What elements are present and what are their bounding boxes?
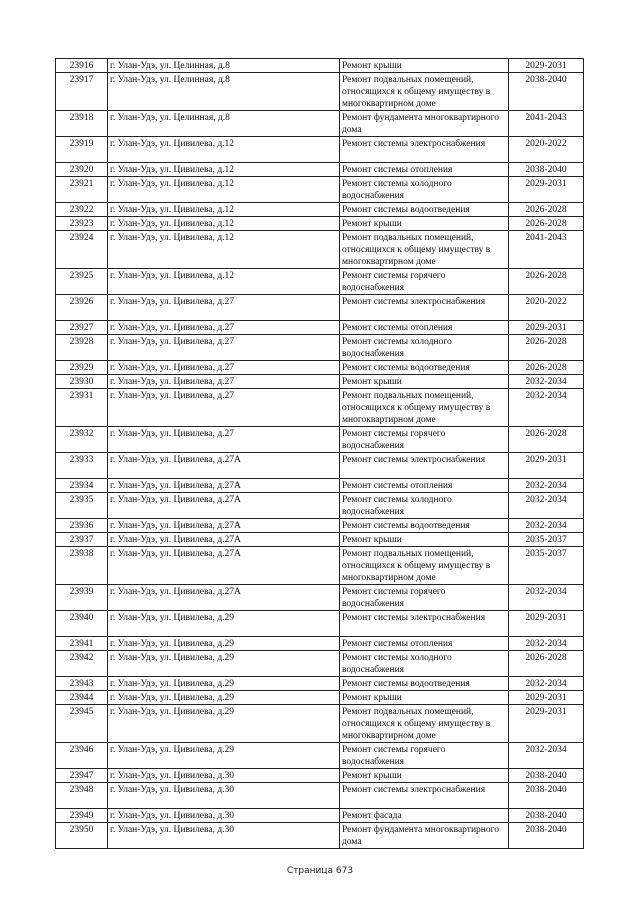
period-cell: 2041-2043 — [509, 111, 584, 137]
address-cell: г. Улан-Удэ, ул. Цивилева, д.29 — [108, 651, 340, 677]
work-type-cell: Ремонт крыши — [340, 691, 509, 705]
table-row — [56, 677, 584, 691]
table-row — [56, 809, 584, 823]
work-type-cell: Ремонт системы отопления — [340, 479, 509, 493]
period-cell: 2032-2034 — [509, 637, 584, 651]
period-cell: 2029-2031 — [509, 453, 584, 479]
table-row — [56, 691, 584, 705]
row-number-cell: 23948 — [56, 783, 108, 809]
work-type-cell: Ремонт системы холодного водоснабжения — [340, 177, 509, 203]
row-number-cell: 23942 — [56, 651, 108, 677]
work-type-cell: Ремонт системы электроснабжения — [340, 783, 509, 809]
period-cell: 2029-2031 — [509, 321, 584, 335]
work-type-cell: Ремонт крыши — [340, 59, 509, 73]
table-row — [56, 493, 584, 519]
work-type-cell: Ремонт системы электроснабжения — [340, 611, 509, 637]
table-row — [56, 823, 584, 849]
table-row — [56, 269, 584, 295]
address-cell: г. Улан-Удэ, ул. Цивилева, д.27 — [108, 427, 340, 453]
work-type-cell: Ремонт системы отопления — [340, 321, 509, 335]
address-cell: г. Улан-Удэ, ул. Цивилева, д.29 — [108, 743, 340, 769]
address-cell: г. Улан-Удэ, ул. Цивилева, д.12 — [108, 203, 340, 217]
row-number-cell: 23933 — [56, 453, 108, 479]
row-number-cell: 23918 — [56, 111, 108, 137]
table-row — [56, 335, 584, 361]
table-row — [56, 295, 584, 321]
address-cell: г. Улан-Удэ, ул. Цивилева, д.30 — [108, 769, 340, 783]
table-row — [56, 533, 584, 547]
address-cell: г. Улан-Удэ, ул. Цивилева, д.12 — [108, 177, 340, 203]
table-row — [56, 375, 584, 389]
address-cell: г. Улан-Удэ, ул. Цивилева, д.29 — [108, 677, 340, 691]
address-cell: г. Улан-Удэ, ул. Цивилева, д.27А — [108, 533, 340, 547]
row-number-cell: 23935 — [56, 493, 108, 519]
table-row — [56, 427, 584, 453]
row-number-cell: 23950 — [56, 823, 108, 849]
table-row — [56, 585, 584, 611]
address-cell: г. Улан-Удэ, ул. Цивилева, д.27 — [108, 389, 340, 427]
period-cell: 2029-2031 — [509, 705, 584, 743]
work-type-cell: Ремонт фундамента многоквартирного дома — [340, 823, 509, 849]
row-number-cell: 23921 — [56, 177, 108, 203]
period-cell: 2029-2031 — [509, 691, 584, 705]
row-number-cell: 23923 — [56, 217, 108, 231]
row-number-cell: 23916 — [56, 59, 108, 73]
period-cell: 2038-2040 — [509, 809, 584, 823]
row-number-cell: 23943 — [56, 677, 108, 691]
row-number-cell: 23930 — [56, 375, 108, 389]
work-type-cell: Ремонт системы горячего водоснабжения — [340, 585, 509, 611]
table-row — [56, 637, 584, 651]
period-cell: 2026-2028 — [509, 203, 584, 217]
row-number-cell: 23922 — [56, 203, 108, 217]
address-cell: г. Улан-Удэ, ул. Цивилева, д.30 — [108, 823, 340, 849]
work-type-cell: Ремонт системы холодного водоснабжения — [340, 335, 509, 361]
period-cell: 2032-2034 — [509, 585, 584, 611]
period-cell: 2032-2034 — [509, 493, 584, 519]
table-row — [56, 453, 584, 479]
period-cell: 2032-2034 — [509, 375, 584, 389]
table-row — [56, 203, 584, 217]
row-number-cell: 23949 — [56, 809, 108, 823]
table-row — [56, 111, 584, 137]
work-type-cell: Ремонт подвальных помещений, относящихся к общему имуществу в многоквартирном доме — [340, 705, 509, 743]
address-cell: г. Улан-Удэ, ул. Цивилева, д.29 — [108, 637, 340, 651]
table-row — [56, 73, 584, 111]
address-cell: г. Улан-Удэ, ул. Цивилева, д.27А — [108, 585, 340, 611]
work-type-cell: Ремонт системы электроснабжения — [340, 137, 509, 163]
address-cell: г. Улан-Удэ, ул. Цивилева, д.27А — [108, 547, 340, 585]
period-cell: 2020-2022 — [509, 137, 584, 163]
period-cell: 2026-2028 — [509, 361, 584, 375]
address-cell: г. Улан-Удэ, ул. Цивилева, д.27А — [108, 493, 340, 519]
table-row — [56, 547, 584, 585]
address-cell: г. Улан-Удэ, ул. Цивилева, д.12 — [108, 217, 340, 231]
row-number-cell: 23941 — [56, 637, 108, 651]
address-cell: г. Улан-Удэ, ул. Цивилева, д.30 — [108, 809, 340, 823]
row-number-cell: 23932 — [56, 427, 108, 453]
period-cell: 2026-2028 — [509, 335, 584, 361]
address-cell: г. Улан-Удэ, ул. Цивилева, д.12 — [108, 163, 340, 177]
period-cell: 2029-2031 — [509, 177, 584, 203]
table-row — [56, 389, 584, 427]
work-type-cell: Ремонт системы водоотведения — [340, 677, 509, 691]
address-cell: г. Улан-Удэ, ул. Целинная, д.8 — [108, 111, 340, 137]
work-type-cell: Ремонт системы холодного водоснабжения — [340, 651, 509, 677]
row-number-cell: 23917 — [56, 73, 108, 111]
work-type-cell: Ремонт крыши — [340, 533, 509, 547]
table-row — [56, 177, 584, 203]
address-cell: г. Улан-Удэ, ул. Цивилева, д.12 — [108, 231, 340, 269]
work-type-cell: Ремонт системы водоотведения — [340, 361, 509, 375]
table-row — [56, 705, 584, 743]
address-cell: г. Улан-Удэ, ул. Цивилева, д.12 — [108, 137, 340, 163]
address-cell: г. Улан-Удэ, ул. Цивилева, д.27 — [108, 375, 340, 389]
period-cell: 2038-2040 — [509, 163, 584, 177]
work-type-cell: Ремонт системы водоотведения — [340, 203, 509, 217]
work-type-cell: Ремонт подвальных помещений, относящихся к общему имуществу в многоквартирном доме — [340, 231, 509, 269]
page-number: Страница 673 — [286, 866, 354, 876]
work-type-cell: Ремонт крыши — [340, 769, 509, 783]
row-number-cell: 23937 — [56, 533, 108, 547]
period-cell: 2032-2034 — [509, 479, 584, 493]
work-type-cell: Ремонт подвальных помещений, относящихся к общему имуществу в многоквартирном доме — [340, 389, 509, 427]
period-cell: 2038-2040 — [509, 73, 584, 111]
table-row — [56, 361, 584, 375]
row-number-cell: 23926 — [56, 295, 108, 321]
table-row — [56, 743, 584, 769]
table-row — [56, 137, 584, 163]
row-number-cell: 23920 — [56, 163, 108, 177]
repair-schedule-table — [55, 58, 584, 849]
address-cell: г. Улан-Удэ, ул. Цивилева, д.27А — [108, 453, 340, 479]
period-cell: 2026-2028 — [509, 217, 584, 231]
address-cell: г. Улан-Удэ, ул. Цивилева, д.27 — [108, 335, 340, 361]
table-row — [56, 519, 584, 533]
period-cell: 2032-2034 — [509, 519, 584, 533]
row-number-cell: 23928 — [56, 335, 108, 361]
row-number-cell: 23936 — [56, 519, 108, 533]
work-type-cell: Ремонт системы горячего водоснабжения — [340, 269, 509, 295]
table-row — [56, 651, 584, 677]
row-number-cell: 23919 — [56, 137, 108, 163]
work-type-cell: Ремонт системы горячего водоснабжения — [340, 743, 509, 769]
table-row — [56, 163, 584, 177]
work-type-cell: Ремонт системы холодного водоснабжения — [340, 493, 509, 519]
period-cell: 2035-2037 — [509, 533, 584, 547]
address-cell: г. Улан-Удэ, ул. Целинная, д.8 — [108, 59, 340, 73]
period-cell: 2026-2028 — [509, 269, 584, 295]
address-cell: г. Улан-Удэ, ул. Цивилева, д.12 — [108, 269, 340, 295]
period-cell: 2041-2043 — [509, 231, 584, 269]
address-cell: г. Улан-Удэ, ул. Цивилева, д.27 — [108, 321, 340, 335]
row-number-cell: 23924 — [56, 231, 108, 269]
table-body — [56, 59, 584, 849]
address-cell: г. Улан-Удэ, ул. Цивилева, д.27 — [108, 295, 340, 321]
period-cell: 2038-2040 — [509, 823, 584, 849]
period-cell: 2038-2040 — [509, 783, 584, 809]
row-number-cell: 23940 — [56, 611, 108, 637]
work-type-cell: Ремонт фундамента многоквартирного дома — [340, 111, 509, 137]
address-cell: г. Улан-Удэ, ул. Цивилева, д.27А — [108, 479, 340, 493]
row-number-cell: 23938 — [56, 547, 108, 585]
address-cell: г. Улан-Удэ, ул. Цивилева, д.27 — [108, 361, 340, 375]
table-row — [56, 217, 584, 231]
table-row — [56, 769, 584, 783]
period-cell: 2020-2022 — [509, 295, 584, 321]
period-cell: 2032-2034 — [509, 743, 584, 769]
address-cell: г. Улан-Удэ, ул. Целинная, д.8 — [108, 73, 340, 111]
work-type-cell: Ремонт системы водоотведения — [340, 519, 509, 533]
work-type-cell: Ремонт системы горячего водоснабжения — [340, 427, 509, 453]
row-number-cell: 23947 — [56, 769, 108, 783]
row-number-cell: 23934 — [56, 479, 108, 493]
row-number-cell: 23946 — [56, 743, 108, 769]
work-type-cell: Ремонт подвальных помещений, относящихся к общему имуществу в многоквартирном доме — [340, 547, 509, 585]
work-type-cell: Ремонт фасада — [340, 809, 509, 823]
work-type-cell: Ремонт подвальных помещений, относящихся к общему имуществу в многоквартирном доме — [340, 73, 509, 111]
period-cell: 2026-2028 — [509, 651, 584, 677]
table-row — [56, 783, 584, 809]
address-cell: г. Улан-Удэ, ул. Цивилева, д.27А — [108, 519, 340, 533]
work-type-cell: Ремонт крыши — [340, 217, 509, 231]
address-cell: г. Улан-Удэ, ул. Цивилева, д.29 — [108, 611, 340, 637]
address-cell: г. Улан-Удэ, ул. Цивилева, д.30 — [108, 783, 340, 809]
period-cell: 2035-2037 — [509, 547, 584, 585]
period-cell: 2032-2034 — [509, 677, 584, 691]
period-cell: 2026-2028 — [509, 427, 584, 453]
table-row — [56, 611, 584, 637]
table-row — [56, 231, 584, 269]
work-type-cell: Ремонт системы электроснабжения — [340, 295, 509, 321]
row-number-cell: 23927 — [56, 321, 108, 335]
table-row — [56, 321, 584, 335]
period-cell: 2038-2040 — [509, 769, 584, 783]
table-row — [56, 59, 584, 73]
row-number-cell: 23931 — [56, 389, 108, 427]
table-row — [56, 479, 584, 493]
period-cell: 2032-2034 — [509, 389, 584, 427]
work-type-cell: Ремонт крыши — [340, 375, 509, 389]
work-type-cell: Ремонт системы отопления — [340, 163, 509, 177]
row-number-cell: 23939 — [56, 585, 108, 611]
work-type-cell: Ремонт системы электроснабжения — [340, 453, 509, 479]
work-type-cell: Ремонт системы отопления — [340, 637, 509, 651]
row-number-cell: 23945 — [56, 705, 108, 743]
address-cell: г. Улан-Удэ, ул. Цивилева, д.29 — [108, 705, 340, 743]
document-page — [55, 58, 583, 849]
period-cell: 2029-2031 — [509, 59, 584, 73]
row-number-cell: 23929 — [56, 361, 108, 375]
period-cell: 2029-2031 — [509, 611, 584, 637]
row-number-cell: 23944 — [56, 691, 108, 705]
address-cell: г. Улан-Удэ, ул. Цивилева, д.29 — [108, 691, 340, 705]
row-number-cell: 23925 — [56, 269, 108, 295]
